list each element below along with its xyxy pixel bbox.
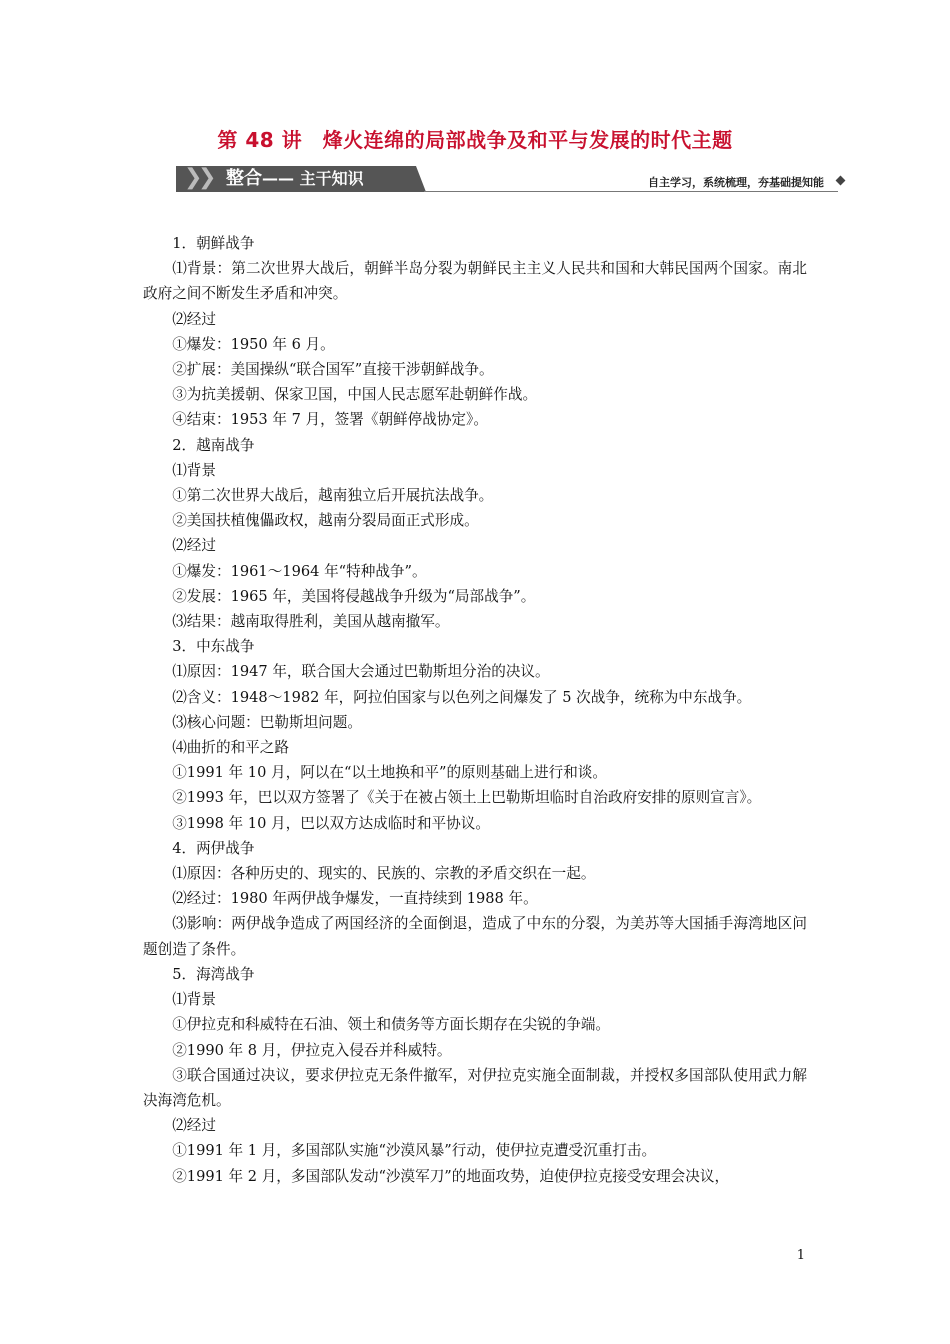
paragraph: ①爆发：1950 年 6 月。 <box>172 335 335 353</box>
paragraph: ⑷曲折的和平之路 <box>172 739 289 757</box>
banner-subtitle: 自主学习，系统梳理，夯基础提知能 <box>648 176 824 189</box>
paragraph: ①1991 年 1 月，多国部队实施“沙漠风暴”行动，使伊拉克遭受沉重打击。 <box>172 1142 657 1160</box>
page-title: 第 48 讲 烽火连绵的局部战争及和平与发展的时代主题 <box>217 128 733 152</box>
paragraph: 3．中东战争 <box>172 638 255 656</box>
document-body <box>143 231 807 1189</box>
paragraph: 4．两伊战争 <box>172 839 255 857</box>
paragraph: ①爆发：1961～1964 年“特种战争”。 <box>172 562 427 580</box>
banner-label: 整合—— 主干知识 <box>226 168 364 189</box>
chevron-right-icon: ❯ <box>198 165 217 190</box>
paragraph: ⑵经过：1980 年两伊战争爆发，一直持续到 1988 年。 <box>172 890 538 908</box>
paragraph: ⑶结果：越南取得胜利，美国从越南撤军。 <box>172 613 450 631</box>
paragraph: ⑵经过 <box>172 1117 216 1135</box>
paragraph: ⑶影响：两伊战争造成了两国经济的全面倒退，造成了中东的分裂，为美苏等大国插手海湾地区问题创造了条件。 <box>143 915 807 958</box>
paragraph: ⑴原因：1947 年，联合国大会通过巴勒斯坦分治的决议。 <box>172 663 550 681</box>
paragraph: ④结束：1953 年 7 月，签署《朝鲜停战协定》。 <box>172 411 488 429</box>
paragraph: ①1991 年 10 月，阿以在“以土地换和平”的原则基础上进行和谈。 <box>172 764 607 782</box>
paragraph: ⑶核心问题：巴勒斯坦问题。 <box>172 713 362 731</box>
paragraph: ②扩展：美国操纵“联合国军”直接干涉朝鲜战争。 <box>172 361 494 379</box>
page-number: 1 <box>796 1248 805 1263</box>
chevron-right-icon: ❯ <box>184 165 203 190</box>
paragraph: ⑴原因：各种历史的、现实的、民族的、宗教的矛盾交织在一起。 <box>172 865 596 883</box>
paragraph: ⑵经过 <box>172 310 216 328</box>
paragraph: ⑵经过 <box>172 537 216 555</box>
paragraph: ⑴背景：第二次世界大战后，朝鲜半岛分裂为朝鲜民主主义人民共和国和大韩民国两个国家。南北政府之间不断发生矛盾和冲突。 <box>143 260 807 303</box>
paragraph: 5．海湾战争 <box>172 965 255 983</box>
paragraph: ⑴背景 <box>172 461 216 479</box>
diamond-icon <box>836 176 846 186</box>
paragraph: 2．越南战争 <box>172 436 255 454</box>
paragraph: ②1991 年 2 月，多国部队发动“沙漠军刀”的地面攻势，迫使伊拉克接受安理会决议， <box>172 1167 730 1185</box>
paragraph: ③1998 年 10 月，巴以双方达成临时和平协议。 <box>172 814 490 832</box>
paragraph: ⑵含义：1948～1982 年，阿拉伯国家与以色列之间爆发了 5 次战争，统称为中东战争。 <box>172 688 752 706</box>
paragraph: ③联合国通过决议，要求伊拉克无条件撤军，对伊拉克实施全面制裁，并授权多国部队使用武力解决海湾危机。 <box>143 1066 807 1109</box>
paragraph: ①伊拉克和科威特在石油、领土和债务等方面长期存在尖锐的争端。 <box>172 1016 611 1034</box>
paragraph: ①第二次世界大战后，越南独立后开展抗法战争。 <box>172 487 494 505</box>
section-banner <box>176 166 850 194</box>
paragraph: 1．朝鲜战争 <box>172 235 255 252</box>
paragraph: ②发展：1965 年，美国将侵越战争升级为“局部战争”。 <box>172 587 536 605</box>
paragraph: ⑴背景 <box>172 991 216 1009</box>
banner-divider <box>424 191 838 192</box>
paragraph: ②美国扶植傀儡政权，越南分裂局面正式形成。 <box>172 512 479 530</box>
paragraph: ③为抗美援朝、保家卫国，中国人民志愿军赴朝鲜作战。 <box>172 386 538 404</box>
paragraph: ②1990 年 8 月，伊拉克入侵吞并科威特。 <box>172 1041 452 1059</box>
paragraph: ②1993 年，巴以双方签署了《关于在被占领土上巴勒斯坦临时自治政府安排的原则宣言》。 <box>172 789 762 807</box>
